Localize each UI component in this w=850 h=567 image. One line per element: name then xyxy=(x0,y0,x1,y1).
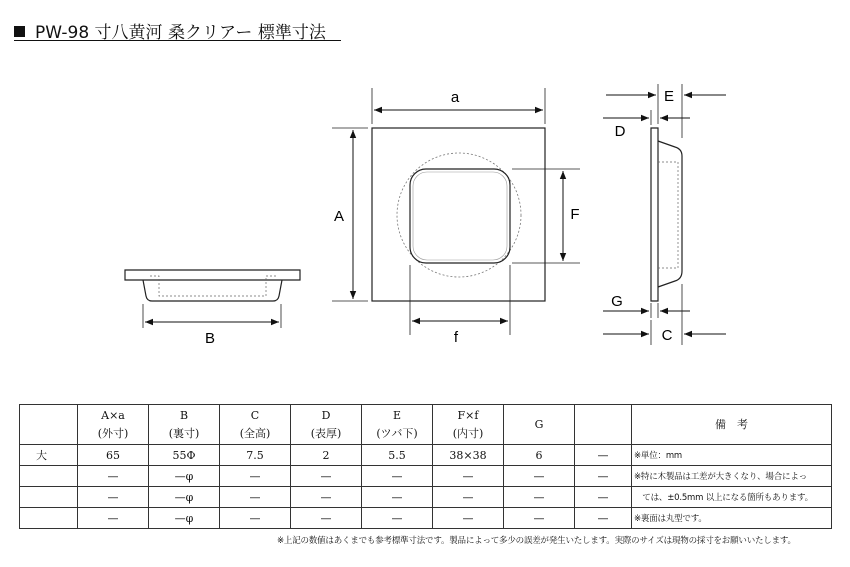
label-A: A xyxy=(333,208,345,225)
table-row: — —φ — — — — — — ※裏面は丸型です。 xyxy=(20,508,832,529)
front-view xyxy=(332,88,580,346)
table-header: G xyxy=(504,405,575,445)
page-title-text: PW-98 寸八黄河 桑クリアー 標準寸法 xyxy=(35,23,326,43)
spec-table xyxy=(19,404,832,529)
footnote: ※上記の数値はあくまでも参考標準寸法です。製品によって多少の誤差が発生いたします。実際のサイズは現物の採寸をお願いいたします。 xyxy=(277,536,796,546)
bottom-profile-view xyxy=(125,270,300,347)
table-header-row xyxy=(20,405,832,445)
table-header: F×f (内寸) xyxy=(433,405,504,445)
table-corner xyxy=(20,405,78,445)
table-header: A×a (外寸) xyxy=(78,405,149,445)
table-header: E (ツバ下) xyxy=(362,405,433,445)
label-a: a xyxy=(450,89,460,106)
inner-recess xyxy=(410,169,510,263)
label-f: f xyxy=(453,329,459,346)
label-G: G xyxy=(611,293,623,310)
label-B: B xyxy=(204,330,216,347)
table-header: B (裏寸) xyxy=(149,405,220,445)
remarks-header: 備 考 xyxy=(632,405,832,445)
label-D: D xyxy=(614,123,626,140)
table-row: 大 65 55Φ 7.5 2 5.5 38×38 6 — ※単位：mm xyxy=(20,445,832,466)
table-row: — —φ — — — — — — ては、±0.5mm 以上になる箇所もあります。 xyxy=(20,487,832,508)
table-row: — —φ — — — — — — ※特に木製品は工差が大きくなり、場合によっ xyxy=(20,466,832,487)
table-header xyxy=(575,405,632,445)
label-C: C xyxy=(661,327,673,344)
inner-recess-edge xyxy=(413,172,507,260)
outer-square xyxy=(372,128,545,301)
label-F: F xyxy=(570,206,580,223)
side-profile-view xyxy=(603,84,726,345)
label-E: E xyxy=(663,88,675,105)
table-header: C (全高) xyxy=(220,405,291,445)
table-header: D (表厚) xyxy=(291,405,362,445)
